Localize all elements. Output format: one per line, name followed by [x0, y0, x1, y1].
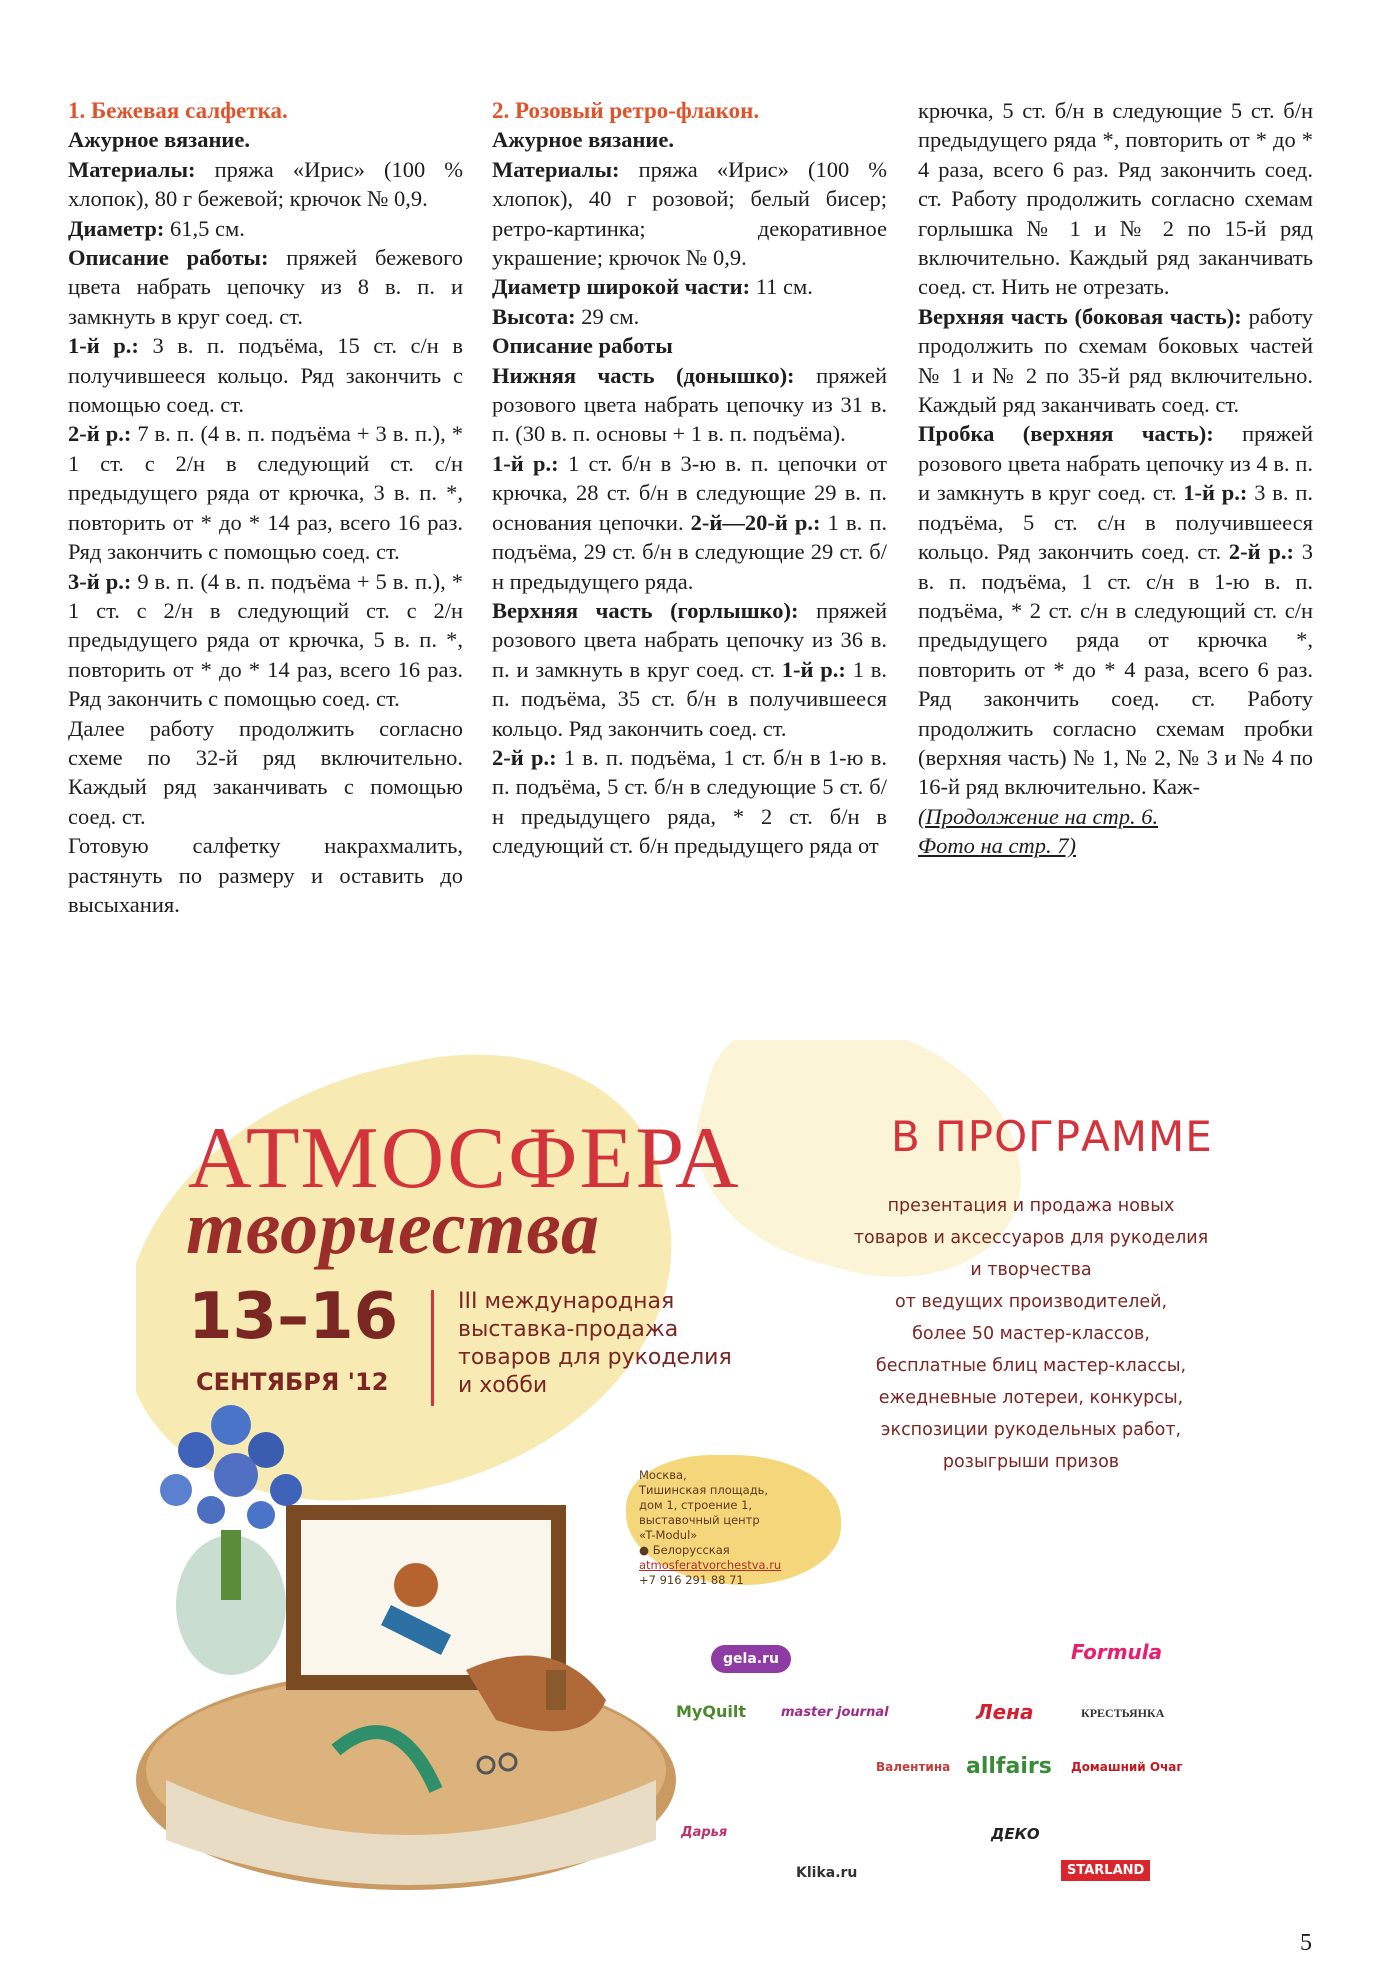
ad-month: СЕНТЯБРЯ '12 [196, 1368, 389, 1396]
sponsor-logo: Лена [976, 1700, 1034, 1724]
label: 1-й р.: [492, 450, 559, 476]
label: Высота: [492, 303, 576, 329]
sponsor-logo: КРЕСТЬЯНКА [1081, 1706, 1165, 1720]
article-column-1 [68, 96, 463, 919]
program-item: более 50 мастер-классов, [912, 1324, 1150, 1344]
label: 1-й р.: [1176, 480, 1248, 506]
label: Описание работы: [68, 245, 269, 271]
label: 2-й—20-й р.: [683, 509, 821, 535]
program-item: экспозиции рукодельных работ, [880, 1420, 1182, 1440]
label: Верхняя часть (боковая часть): [918, 303, 1242, 329]
program-item: бесплатные блиц мастер-классы, [875, 1356, 1187, 1376]
program-item: от ведущих производителей, [894, 1292, 1168, 1312]
photo-link[interactable]: Фото на стр. 7) [918, 833, 1076, 859]
sponsor-logo: ДЕКО [991, 1825, 1040, 1843]
text: 3 в. п. подъёма, 5 ст. с/н в получившееся кольцо. Ряд закончить соед. ст. [918, 480, 1314, 565]
text: 7 в. п. (4 в. п. подъёма + 3 в. п.), * 1 ст. с 2/н в следующий ст. с/н предыдущего ряда от крючка, 3 в. п. *, повторить от * до * 14 раз, всего 16 раз. Ряд закончить с помощью соед. ст. [68, 421, 463, 565]
ad-subtitle: творчества [186, 1186, 600, 1270]
text: 1 в. п. подъёма, 1 ст. б/н в 1-ю в. п. подъёма, 5 ст. б/н в следующие 5 ст. б/н предыдущего ряда, * 2 ст. б/н в следующий ст. б/н предыдущего ряда от [492, 744, 887, 859]
article-title-2: 2. Розовый ретро-флакон. [492, 98, 760, 123]
sponsor-logo: master journal [781, 1705, 889, 1720]
label: 2-й р.: [68, 421, 132, 447]
text: 3 в. п. подъёма, 15 ст. с/н в получившееся кольцо. Ряд закончить с помощью соед. ст. [68, 333, 463, 418]
text: Ажурное вязание. [68, 127, 251, 153]
program-list [826, 1190, 1236, 1478]
text: пряжа «Ирис» (100 % хлопок), 80 г бежевой; крючок № 0,9. [68, 156, 463, 212]
text: крючка, 5 ст. б/н в следующие 5 ст. б/н предыдущего ряда *, повторить от * до * 4 раза, всего 6 раз. Ряд закончить соед. ст. Работу продолжить согласно схемам горлышка № 1 и № 2 по 15-й ряд включительно. Каждый ряд заканчивать соед. ст. Нить не отрезать. [918, 98, 1313, 300]
program-item: товаров и аксессуаров для рукоделия [853, 1228, 1209, 1248]
phone: +7 916 291 88 71 [639, 1573, 744, 1587]
text: и хобби [458, 1373, 548, 1398]
text: выставка-продажа [458, 1317, 679, 1342]
article-column-3 [918, 96, 1313, 861]
sponsor-logo: allfairs [966, 1754, 1052, 1779]
text: 11 см. [750, 274, 813, 300]
text: Готовую салфетку накрахмалить, растянуть по размеру и оставить до высыхания. [68, 833, 463, 917]
text: товаров для рукоделия [458, 1345, 732, 1370]
text: 3 в. п. подъёма, 1 ст. с/н в 1-ю в. п. подъёма, * 2 ст. с/н в следующий ст. с/н предыдущего ряда от крючка *, повторить от * до * 4 раза, всего 6 раз. Ряд закончить соед. ст. Работу продолжить согласно схемам пробки (верхняя часть) № 1, № 2, № 3 и № 4 по 16-й ряд включительно. Каж- [918, 539, 1313, 800]
article-column-2 [492, 96, 887, 861]
text: «T-Modul» [639, 1528, 698, 1542]
continuation-link[interactable]: (Продолжение на стр. 6. [918, 803, 1159, 829]
label: 2-й р.: [492, 744, 557, 770]
ad-dates: 13–16 [188, 1280, 399, 1354]
label: 2-й р.: [1221, 539, 1294, 565]
text: 9 в. п. (4 в. п. подъёма + 5 в. п.), * 1 ст. с 2/н в следующий ст. с 2/н предыдущего ряда от крючка, 5 в. п. *, повторить от * до * 14 раз, всего 16 раз. Ряд закончить с помощью соед. ст. [68, 568, 463, 712]
text: пряжей розового цвета набрать цепочку из 36 в. п. и замкнуть в круг соед. ст. [492, 597, 887, 682]
label: Описание работы [492, 333, 673, 359]
program-item: ежедневные лотереи, конкурсы, [878, 1388, 1184, 1408]
text: III международная [458, 1289, 675, 1314]
program-item: презентация и продажа новых [887, 1196, 1175, 1216]
program-item: и творчества [970, 1260, 1092, 1280]
sponsor-logo: Дарья [681, 1825, 728, 1840]
label: 3-й р.: [68, 568, 132, 594]
label: Диаметр: [68, 215, 165, 241]
sponsor-logo: STARLAND [1061, 1860, 1150, 1881]
label: Верхняя часть (горлышко): [492, 597, 799, 623]
sponsor-logo: Валентина [876, 1760, 951, 1774]
exhibition-advertisement [136, 1040, 1316, 1890]
text: Белорусская [652, 1543, 730, 1557]
label: 1-й р.: [774, 656, 846, 682]
text: 1 ст. б/н в 3-ю в. п. цепочки от крючка, 28 ст. б/н в следующие 29 в. п. основания цепочки. [492, 450, 887, 535]
text: 29 см. [575, 303, 640, 329]
text: пряжей розового цвета набрать цепочку из 4 в. п. и замкнуть в круг соед. ст. [918, 421, 1313, 506]
address [639, 1468, 829, 1588]
sponsor-logo: Formula [1071, 1640, 1163, 1664]
program-item: розыгрыши призов [942, 1452, 1120, 1472]
article-title-1: 1. Бежевая салфетка. [68, 98, 288, 123]
label: 1-й р.: [68, 333, 139, 359]
text: пряжей бежевого цвета набрать цепочку из 8 в. п. и замкнуть в круг соед. ст. [68, 245, 463, 329]
text: пряжа «Ирис» (100 % хлопок), 40 г розовой; белый бисер; ретро-картинка; декоративное украшение; крючок № 0,9. [492, 156, 887, 271]
text: 1 в. п. подъёма, 35 ст. б/н в получившееся кольцо. Ряд закончить соед. ст. [492, 656, 888, 741]
text: выставочный центр [639, 1513, 760, 1527]
sponsor-logo: Домашний Очаг [1071, 1760, 1183, 1774]
still-life-illustration [136, 1370, 696, 1890]
text: Ажурное вязание. [492, 127, 675, 153]
text: работу продолжить по схемам боковых частей № 1 и № 2 по 35-й ряд включительно. Каждый ряд заканчивать соед. ст. [918, 303, 1313, 418]
program-title: В ПРОГРАММЕ [891, 1112, 1213, 1161]
page-number: 5 [1300, 1930, 1312, 1956]
text: 1 в. п. подъёма, 29 ст. б/н в следующие 29 ст. б/н предыдущего ряда. [492, 509, 888, 594]
website-link[interactable]: atmosferatvorchestva.ru [639, 1558, 782, 1572]
label: Нижняя часть (донышко): [492, 362, 795, 388]
text: Далее работу продолжить согласно схеме по 32-й ряд включительно. Каждый ряд заканчивать с помощью соед. ст. [68, 715, 463, 829]
sponsor-logo: Klika.ru [796, 1865, 858, 1881]
text: Москва, [639, 1468, 687, 1482]
sponsor-logo: MyQuilt [676, 1702, 746, 1721]
text: пряжей розового цвета набрать цепочку из 31 в. п. (30 в. п. основы + 1 в. п. подъёма). [492, 362, 887, 447]
text: дом 1, строение 1, [639, 1498, 753, 1512]
ad-title: АТМОСФЕРА [188, 1110, 741, 1207]
text: 61,5 см. [164, 215, 245, 241]
sponsor-logo: gela.ru [711, 1645, 791, 1673]
label: Материалы: [492, 156, 620, 182]
metro-station: ● Белорусская [639, 1543, 730, 1557]
label: Материалы: [68, 156, 196, 182]
label: Пробка (верхняя часть): [918, 421, 1214, 447]
text: Тишинская площадь, [639, 1483, 769, 1497]
label: Диаметр широкой части: [492, 274, 751, 300]
